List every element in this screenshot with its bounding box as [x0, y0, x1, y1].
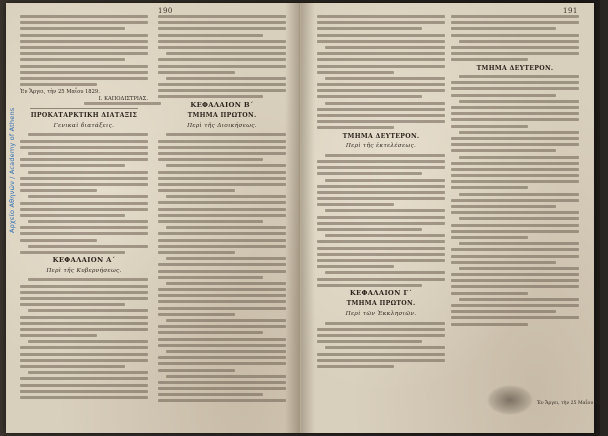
text-line: [20, 208, 148, 211]
text-line: [158, 89, 286, 92]
text-line: [20, 322, 148, 325]
text-line: [28, 195, 148, 198]
text-line: [158, 21, 286, 24]
text-line: [20, 291, 148, 294]
section-heading: ΤΜΗΜΑ ΔΕΥΤΕΡΟΝ.: [342, 132, 420, 140]
text-line: [451, 273, 579, 276]
text-line: [451, 180, 579, 183]
text-line: [158, 263, 286, 266]
text-line: [459, 100, 579, 103]
right-page-column-1: [317, 15, 445, 423]
text-line: [158, 325, 286, 328]
text-line: [451, 304, 579, 307]
text-line: [451, 292, 528, 295]
text-line: [158, 201, 286, 204]
text-line: [166, 375, 286, 378]
text-line: [325, 102, 445, 105]
text-line: [325, 346, 445, 349]
text-line: [158, 171, 286, 174]
text-line: [317, 191, 445, 194]
text-line: [20, 353, 148, 356]
text-line: [20, 140, 148, 143]
text-line: [20, 346, 148, 349]
text-line: [158, 344, 286, 347]
text-line: [20, 202, 148, 205]
text-line: [20, 158, 148, 161]
text-line: [317, 108, 445, 111]
chapter-heading: ΚΕΦΑΛΑΙΟΝ Β΄: [190, 100, 254, 109]
section-title: Περὶ τῆς ἐκτελέσεως.: [345, 143, 417, 150]
text-line: [451, 205, 556, 208]
text-line: [317, 114, 445, 117]
text-line: [451, 81, 579, 84]
text-line: [158, 270, 286, 273]
text-line: [158, 381, 286, 384]
text-line: [20, 303, 125, 306]
text-line: [166, 350, 286, 353]
text-line: [158, 158, 263, 161]
text-line: [317, 228, 422, 231]
gutter-shadow: [301, 3, 315, 433]
text-line: [459, 298, 579, 301]
text-line: [158, 239, 286, 242]
text-line: [459, 75, 579, 78]
text-line: [317, 83, 445, 86]
text-line: [158, 251, 235, 254]
text-line: [20, 77, 148, 80]
text-line: [20, 65, 148, 68]
text-line: [451, 21, 579, 24]
text-line: [20, 21, 148, 24]
text-line: [317, 216, 445, 219]
text-line: [317, 278, 445, 281]
page-spread: [6, 3, 608, 433]
text-line: [451, 310, 556, 313]
text-line: [158, 276, 263, 279]
section-title: Περὶ τῶν Ἐκκλησιῶν.: [345, 311, 417, 318]
section-heading: ΤΜΗΜΑ ΠΡΩΤΟΝ.: [346, 300, 416, 308]
section-subheading: Γενικαὶ διατάξεις.: [53, 122, 115, 129]
text-line: [317, 40, 445, 43]
text-line: [28, 340, 148, 343]
text-line: [158, 294, 286, 297]
text-line: [20, 239, 97, 242]
text-line: [158, 177, 286, 180]
text-line: [451, 316, 579, 319]
text-line: [317, 126, 394, 129]
text-line: [459, 267, 579, 270]
section-heading: ΠΡΟΚΑΤΑΡΚΤΙΚΗ ΔΙΑΤΑΞΙΣ: [30, 112, 138, 120]
text-line: [20, 40, 148, 43]
text-line: [317, 328, 445, 331]
text-line: [28, 220, 148, 223]
text-line: [20, 285, 148, 288]
text-line: [158, 34, 263, 37]
text-line: [20, 46, 148, 49]
archive-watermark: [8, 33, 18, 233]
text-line: [158, 300, 286, 303]
text-line: [158, 331, 263, 334]
text-line: [28, 245, 148, 248]
text-line: [158, 15, 286, 18]
text-line: [158, 146, 286, 149]
text-line: [20, 83, 97, 86]
text-line: [451, 168, 579, 171]
chapter-heading: ΚΕΦΑΛΑΙΟΝ Γ΄: [349, 288, 413, 297]
text-line: [451, 211, 579, 214]
text-line: [158, 393, 263, 396]
left-page: [6, 3, 300, 433]
text-line: [451, 143, 579, 146]
text-line: [20, 334, 97, 337]
text-line: [20, 377, 148, 380]
text-line: [158, 40, 286, 43]
page-number-left: 190: [158, 7, 173, 15]
text-line: [317, 172, 422, 175]
text-line: [158, 399, 286, 402]
text-line: [317, 265, 394, 268]
text-line: [451, 52, 579, 55]
text-line: [20, 27, 125, 30]
text-line: [28, 371, 148, 374]
text-line: [325, 46, 445, 49]
text-line: [325, 154, 445, 157]
text-line: [317, 259, 445, 262]
text-line: [166, 195, 286, 198]
text-line: [451, 112, 579, 115]
text-line: [20, 71, 148, 74]
text-line: [317, 284, 422, 287]
text-line: [451, 94, 556, 97]
text-line: [158, 220, 263, 223]
text-line: [158, 356, 286, 359]
text-line: [317, 34, 445, 37]
text-line: [20, 226, 148, 229]
text-line: [459, 156, 579, 159]
text-line: [158, 46, 286, 49]
text-line: [20, 328, 148, 331]
text-line: [20, 251, 125, 254]
text-line: [158, 83, 286, 86]
text-line: [317, 52, 445, 55]
text-line: [451, 285, 579, 288]
text-line: [317, 253, 445, 256]
right-page-column-2: [451, 15, 579, 423]
text-line: [20, 34, 148, 37]
text-line: [451, 255, 579, 258]
text-line: [28, 278, 148, 281]
text-line: [20, 359, 148, 362]
text-line: [317, 340, 422, 343]
text-line: [20, 189, 97, 192]
text-line: [317, 240, 445, 243]
text-line: [166, 164, 286, 167]
text-line: [84, 102, 161, 105]
text-line: [317, 185, 445, 188]
text-line: [20, 396, 148, 399]
left-page-column-2: [158, 15, 286, 423]
text-line: [317, 359, 445, 362]
text-line: [317, 247, 445, 250]
text-line: [20, 384, 148, 387]
signoff-place-date: Ἐν Ἄργει, τὴν 25 Μαΐου 1829.: [20, 89, 100, 96]
text-line: [459, 40, 579, 43]
text-line: [28, 133, 148, 136]
page-number-right: 191: [563, 7, 578, 15]
text-line: [451, 261, 556, 264]
text-line: [166, 133, 286, 136]
chapter-title: Περὶ τῆς Κυβερνήσεως.: [46, 267, 122, 274]
ink-seal-stamp: [487, 385, 533, 415]
text-line: [20, 15, 148, 18]
text-line: [20, 164, 125, 167]
section-heading: ΤΜΗΜΑ ΔΕΥΤΕΡΟΝ.: [476, 64, 554, 72]
text-line: [451, 118, 579, 121]
text-line: [317, 203, 394, 206]
text-line: [325, 271, 445, 274]
text-line: [317, 65, 445, 68]
text-line: [451, 58, 528, 61]
text-line: [20, 146, 148, 149]
right-page: [300, 3, 608, 433]
chapter-heading: ΚΕΦΑΛΑΙΟΝ Α΄: [52, 256, 116, 265]
text-line: [317, 222, 445, 225]
text-line: [317, 120, 445, 123]
text-line: [451, 162, 579, 165]
text-line: [158, 232, 286, 235]
text-line: [325, 322, 445, 325]
text-line: [451, 46, 579, 49]
text-line: [166, 257, 286, 260]
text-line: [451, 224, 579, 227]
text-line: [451, 199, 579, 202]
text-line: [158, 140, 286, 143]
text-line: [158, 369, 235, 372]
left-page-column-1: [20, 15, 148, 423]
text-line: [158, 313, 235, 316]
section-title: Περὶ τῆς Διοικήσεως.: [187, 122, 257, 129]
text-line: [451, 137, 579, 140]
text-line: [317, 27, 422, 30]
section-heading: ΤΜΗΜΑ ΠΡΩΤΟΝ.: [187, 112, 257, 120]
text-line: [166, 77, 286, 80]
text-line: [451, 125, 528, 128]
text-line: [166, 52, 286, 55]
text-line: [20, 232, 148, 235]
text-line: [20, 177, 148, 180]
text-line: [158, 58, 286, 61]
text-line: [317, 89, 445, 92]
text-line: [451, 279, 579, 282]
signoff-signer: Ι. ΚΑΠΟΔΙΣΤΡΙΑΣ.: [98, 95, 148, 102]
text-line: [166, 319, 286, 322]
text-line: [158, 214, 286, 217]
text-line: [158, 27, 286, 30]
text-line: [158, 338, 286, 341]
text-line: [451, 174, 579, 177]
text-line: [166, 282, 286, 285]
text-line: [451, 87, 579, 90]
text-line: [317, 15, 445, 18]
text-line: [317, 197, 445, 200]
text-line: [325, 209, 445, 212]
text-line: [20, 365, 125, 368]
text-line: [317, 365, 394, 368]
text-line: [158, 183, 286, 186]
text-line: [158, 65, 286, 68]
text-line: [459, 131, 579, 134]
text-line: [158, 307, 286, 310]
text-line: [20, 297, 148, 300]
text-line: [451, 15, 579, 18]
text-line: [451, 236, 528, 239]
text-line: [317, 95, 422, 98]
text-line: [317, 353, 445, 356]
text-line: [325, 234, 445, 237]
text-line: [20, 52, 148, 55]
text-line: [451, 323, 528, 326]
text-line: [451, 248, 579, 251]
text-line: [20, 58, 125, 61]
text-line: [158, 95, 263, 98]
text-line: [158, 245, 286, 248]
text-line: [166, 226, 286, 229]
text-line: [325, 179, 445, 182]
text-line: [317, 21, 445, 24]
text-line: [158, 71, 235, 74]
text-line: [317, 334, 445, 337]
divider: [30, 108, 138, 109]
text-line: [20, 390, 148, 393]
watermark-text: Αρχείο Αθηνών / Academy of Athens: [8, 107, 16, 233]
text-line: [317, 71, 394, 74]
text-line: [317, 160, 445, 163]
text-line: [451, 106, 579, 109]
gutter-shadow: [285, 3, 299, 433]
text-line: [451, 230, 579, 233]
text-line: [20, 214, 125, 217]
text-line: [158, 189, 235, 192]
text-line: [20, 316, 148, 319]
text-line: [20, 183, 148, 186]
text-line: [158, 362, 286, 365]
text-line: [28, 171, 148, 174]
text-line: [158, 288, 286, 291]
text-line: [459, 217, 579, 220]
text-line: [451, 149, 556, 152]
text-line: [459, 242, 579, 245]
text-line: [28, 309, 148, 312]
text-line: [459, 193, 579, 196]
text-line: [317, 166, 445, 169]
text-line: [158, 152, 286, 155]
text-line: [158, 208, 286, 211]
text-line: [158, 387, 286, 390]
text-line: [317, 58, 445, 61]
text-line: [451, 186, 528, 189]
text-line: [451, 34, 579, 37]
text-line: [451, 27, 556, 30]
text-line: [325, 77, 445, 80]
text-line: [28, 152, 148, 155]
signoff-line: Ἐν Ἄργει, τὴν 25 Μαΐου 1829.: [537, 401, 608, 406]
